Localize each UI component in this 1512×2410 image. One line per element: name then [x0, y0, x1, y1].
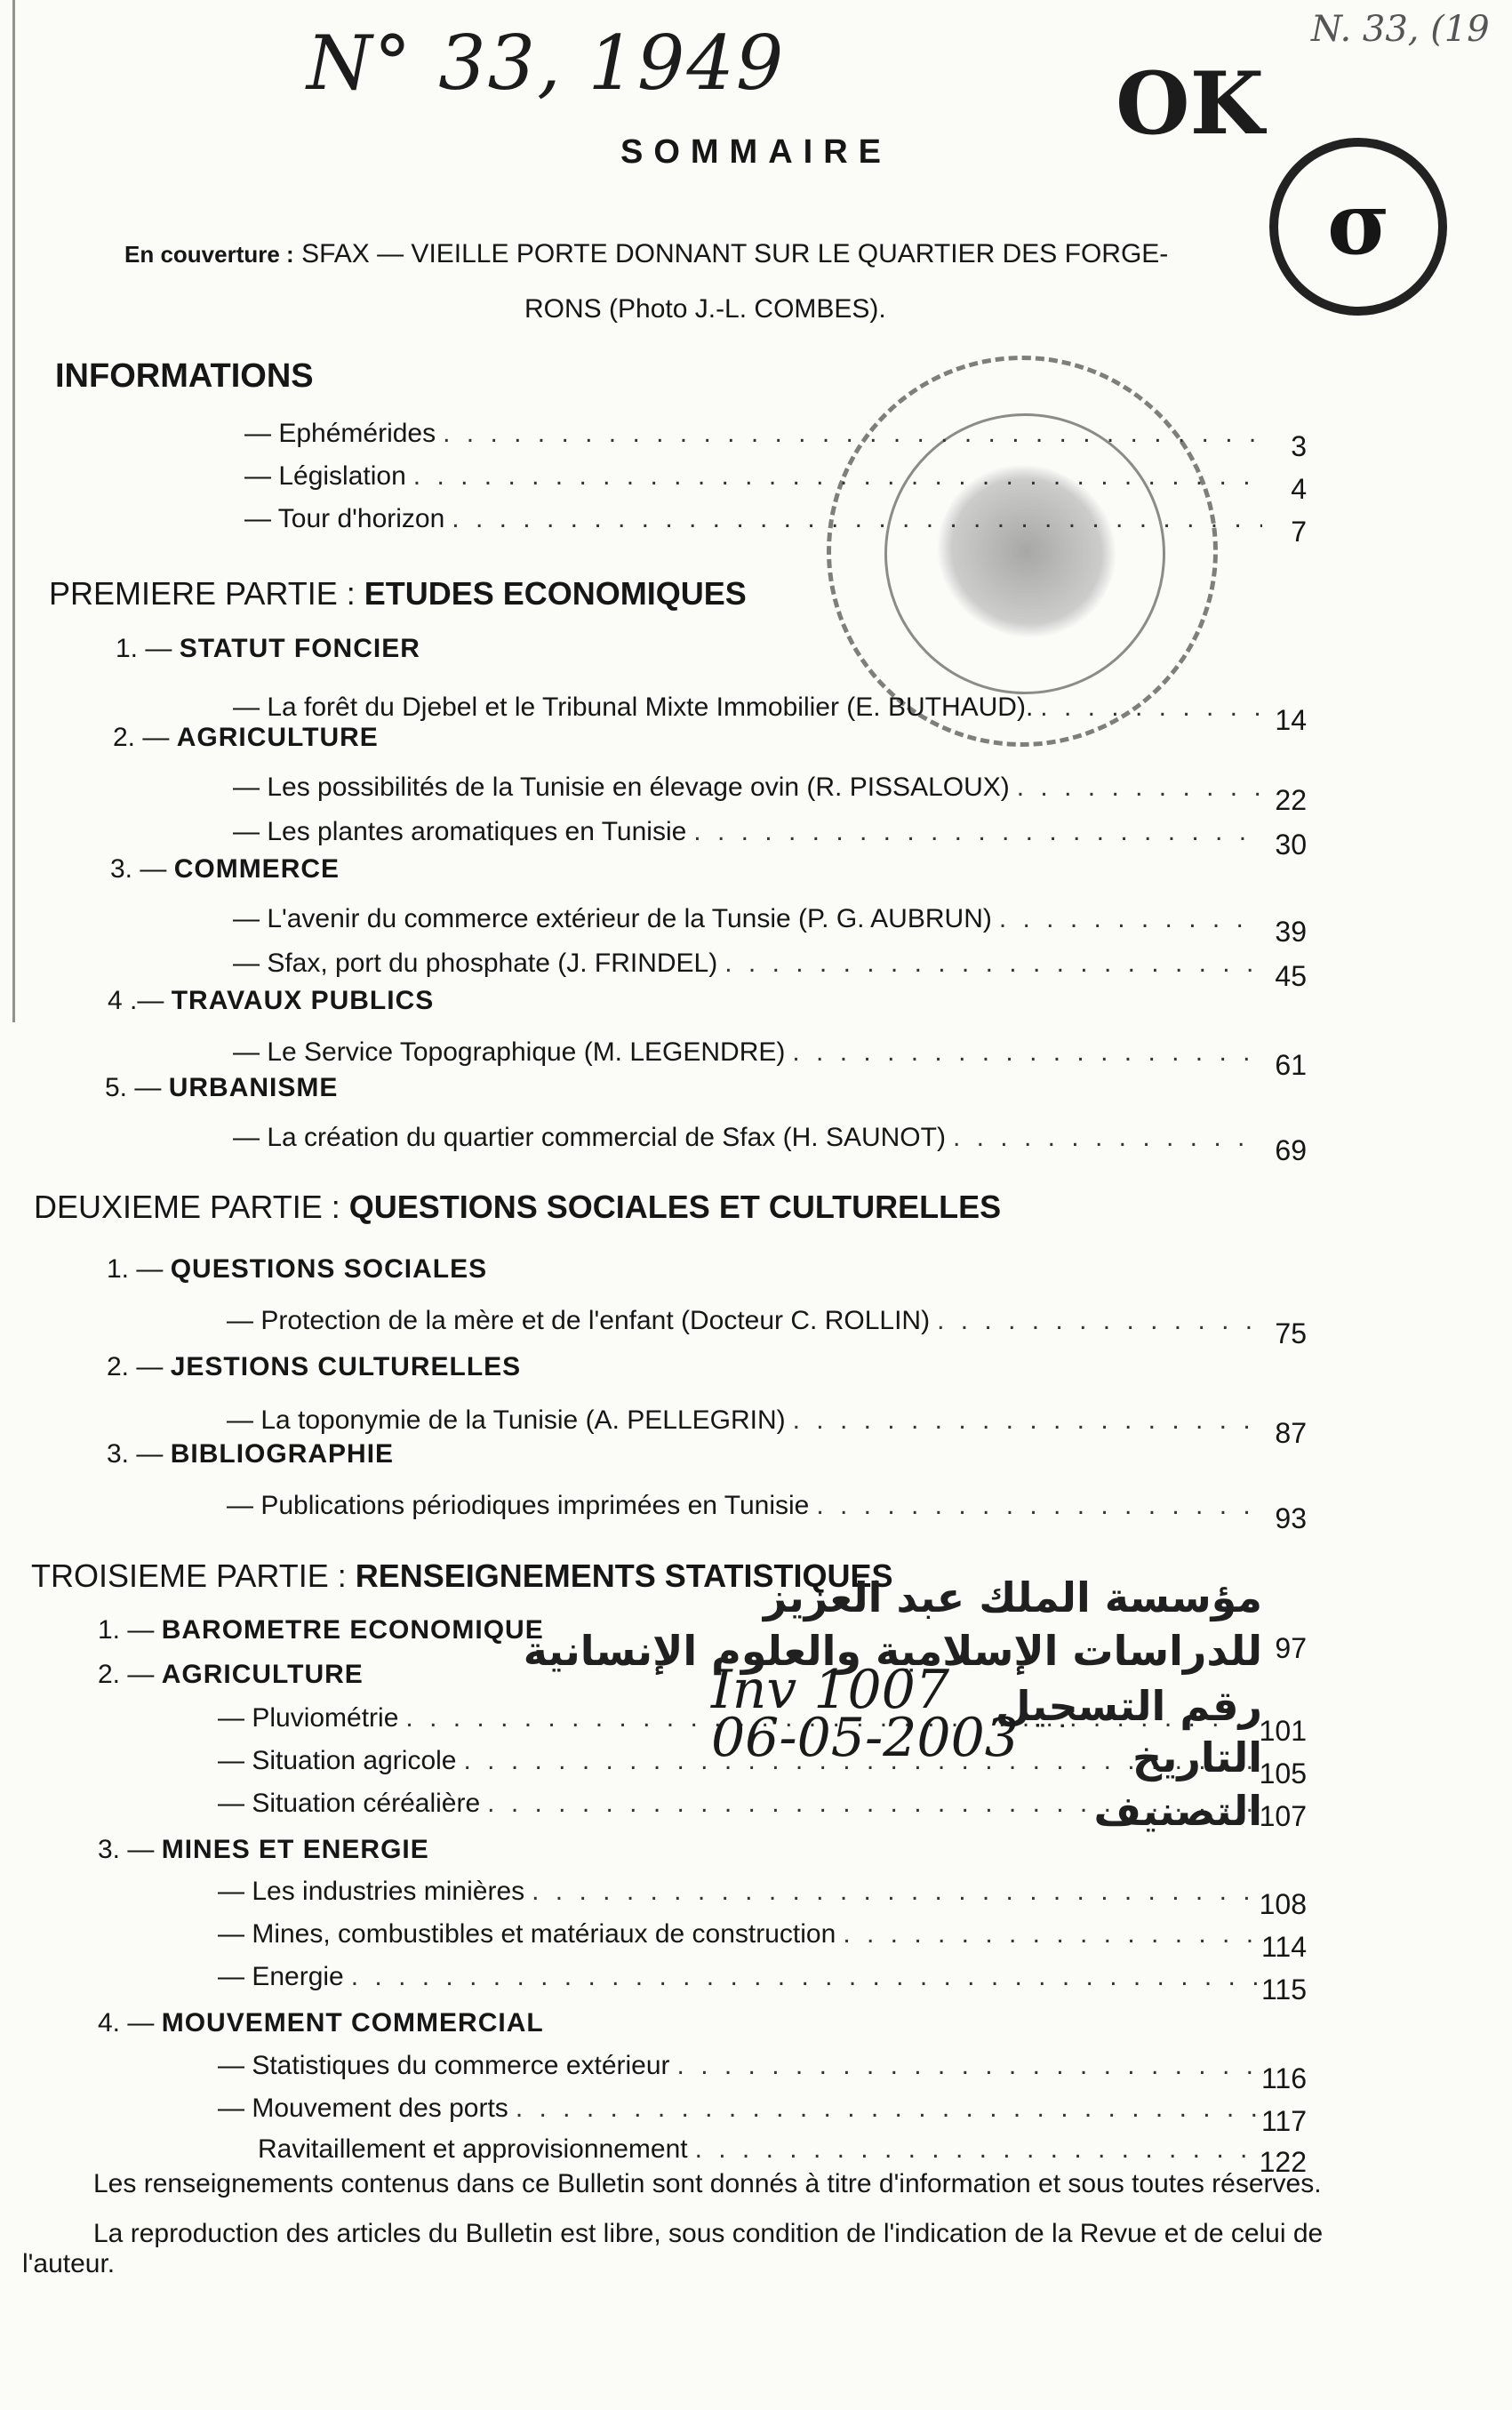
toc-entry-page: 30	[1275, 829, 1307, 861]
toc-entry	[233, 772, 1262, 804]
section-heading	[116, 633, 420, 665]
section-heading-title: JESTIONS CULTURELLES	[170, 1352, 522, 1381]
section-heading	[107, 1438, 394, 1470]
section-heading	[98, 1834, 429, 1866]
stamp-arabic-line2: للدراسات الإسلامية والعلوم الإنسانية	[523, 1627, 1262, 1675]
toc-entry-label: — La toponymie de la Tunisie (A. PELLEGRIN)	[227, 1405, 786, 1435]
toc-entry-label: — Législation	[244, 461, 406, 491]
toc-entry	[227, 1405, 1262, 1437]
toc-entry-page: 75	[1275, 1317, 1307, 1349]
toc-entry-page: 93	[1275, 1502, 1307, 1534]
toc-entry-page: 87	[1275, 1417, 1307, 1449]
part3-heading-title: RENSEIGNEMENTS STATISTIQUES	[355, 1557, 893, 1594]
handwritten-corner-note: N. 33, (19	[1311, 9, 1490, 50]
section-heading	[108, 985, 434, 1017]
section-heading-title: BAROMETRE ECONOMIQUE	[161, 1615, 544, 1645]
leader-dots	[717, 948, 1262, 980]
leader-dots	[1033, 692, 1262, 724]
leader-dots	[1010, 772, 1262, 804]
leader-dots	[809, 1490, 1262, 1522]
section-heading-number: 2. —	[113, 723, 170, 752]
section-heading-title: URBANISME	[168, 1073, 339, 1102]
toc-entry-page: 122	[1259, 2146, 1307, 2178]
toc-entry-label: — La création du quartier commercial de Sfax (H. SAUNOT)	[233, 1123, 946, 1152]
toc-entry-page: 7	[1291, 516, 1307, 548]
toc-entry-label: — La forêt du Djebel et le Tribunal Mixte Immobilier (E. BUTHAUD).	[233, 693, 1034, 722]
handwritten-ok: OK	[1116, 53, 1265, 154]
toc-entry-label: — Situation agricole	[218, 1746, 457, 1775]
section-heading-title: MOUVEMENT COMMERCIAL	[161, 2008, 544, 2038]
toc-entry	[233, 1122, 1262, 1154]
section-heading-title: TRAVAUX PUBLICS	[171, 986, 435, 1015]
leader-dots	[992, 903, 1262, 935]
page-title: SOMMAIRE	[620, 133, 892, 171]
toc-entry-page: 39	[1275, 916, 1307, 948]
toc-entry-page: 45	[1275, 960, 1307, 992]
footnote: La reproduction des articles du Bulletin est libre, sous condition de l'indication de la Revue et de celui de l'auteur.	[22, 2219, 1324, 2278]
toc-entry	[244, 503, 1262, 535]
toc-entry	[233, 948, 1262, 980]
section-heading-title: MINES ET ENERGIE	[161, 1835, 429, 1864]
stamp-inventory-label: رقم التسجيل	[995, 1682, 1262, 1730]
leader-dots	[686, 816, 1262, 848]
section-heading-number: 1. —	[116, 634, 172, 663]
section-heading-number: 3. —	[98, 1835, 155, 1864]
section-heading-number: 1. —	[98, 1615, 155, 1645]
section-heading-number: 3. —	[107, 1439, 164, 1469]
toc-entry-label: — Mines, combustibles et matériaux de construction	[218, 1919, 836, 1949]
leader-dots	[786, 1405, 1262, 1437]
toc-entry	[244, 460, 1262, 492]
stamp-inventory-value: Inv 1007	[711, 1659, 950, 1721]
leader-dots	[508, 2093, 1262, 2125]
leader-dots	[524, 1876, 1262, 1908]
toc-entry-page: 105	[1259, 1757, 1307, 1789]
section-heading-number: 5. —	[105, 1073, 162, 1102]
toc-entry	[227, 1305, 1262, 1337]
section-heading-number: 1. —	[107, 1254, 164, 1284]
stamp-arabic-line1: مؤسسة الملك عبد العزيز	[763, 1573, 1262, 1621]
part1-heading	[49, 575, 747, 612]
leader-dots	[946, 1122, 1262, 1154]
part2-heading-prefix: DEUXIEME PARTIE :	[34, 1189, 340, 1225]
cover-text-line2: RONS (Photo J.-L. COMBES).	[524, 294, 886, 324]
toc-entry-label: — Situation céréalière	[218, 1789, 481, 1818]
toc-entry	[258, 2134, 1262, 2166]
circled-letter-stamp: σ	[1269, 138, 1447, 316]
toc-entry	[218, 1961, 1262, 1993]
handwritten-issue-number: N° 33, 1949	[307, 20, 786, 107]
toc-entry	[218, 2093, 1262, 2125]
toc-entry-label: — Les possibilités de la Tunisie en élevage ovin (R. PISSALOUX)	[233, 773, 1010, 802]
section-heading	[105, 1072, 338, 1104]
toc-entry-page: 61	[1275, 1049, 1307, 1081]
toc-entry	[218, 2050, 1262, 2082]
toc-entry-page: 114	[1260, 1931, 1307, 1963]
toc-entry-page: 115	[1260, 1974, 1307, 2006]
part1-heading-prefix: PREMIERE PARTIE :	[49, 575, 356, 612]
toc-entry-page: 14	[1275, 704, 1307, 736]
part2-heading	[34, 1191, 1001, 1223]
toc-entry-label: — Tour d'horizon	[244, 504, 445, 533]
section-heading	[98, 1614, 544, 1646]
section-heading-title: COMMERCE	[173, 854, 340, 884]
toc-entry	[233, 1037, 1262, 1069]
toc-entry-page: 116	[1260, 2062, 1307, 2094]
cover-text-line1: SFAX — VIEILLE PORTE DONNANT SUR LE QUARTIER DES FORGE-	[301, 239, 1169, 268]
section-heading-title: AGRICULTURE	[176, 723, 379, 752]
section-heading-number: 4 .—	[108, 986, 164, 1015]
leader-dots	[444, 503, 1262, 535]
toc-entry-label: — Publications périodiques imprimées en Tunisie	[227, 1491, 810, 1520]
section-heading	[110, 853, 340, 885]
part1-heading-title: ETUDES ECONOMIQUES	[364, 575, 747, 612]
leader-dots	[836, 1918, 1262, 1950]
leader-dots	[785, 1037, 1262, 1069]
toc-entry-page: 3	[1291, 430, 1307, 462]
toc-entry	[227, 1490, 1262, 1522]
toc-entry-page: 4	[1291, 473, 1307, 505]
toc-entry	[233, 903, 1262, 935]
leader-dots	[436, 418, 1262, 450]
toc-entry-label: — Protection de la mère et de l'enfant (Docteur C. ROLLIN)	[227, 1306, 931, 1335]
toc-entry	[218, 1876, 1262, 1908]
toc-entry-label: — Mouvement des ports	[218, 2094, 508, 2123]
toc-entry-label: — Pluviométrie	[218, 1703, 399, 1733]
library-registration-stamp	[523, 1573, 1262, 1858]
toc-entry-label: — Energie	[218, 1962, 344, 1991]
section-heading	[98, 2007, 544, 2039]
leader-dots	[406, 460, 1262, 492]
cover-caption	[124, 227, 1168, 337]
toc-entry-page: 69	[1275, 1134, 1307, 1166]
leader-dots	[344, 1961, 1262, 1993]
toc-entry-page: 107	[1259, 1800, 1307, 1832]
stamp-date-label: التاريخ	[1132, 1733, 1262, 1781]
section-heading-number: 2. —	[107, 1352, 164, 1381]
part3-heading-prefix: TROISIEME PARTIE :	[31, 1557, 347, 1594]
section-heading-title: QUESTIONS SOCIALES	[170, 1254, 488, 1284]
section-heading-title: BIBLIOGRAPHIE	[170, 1439, 395, 1469]
toc-entry	[218, 1918, 1262, 1950]
section-heading	[98, 1659, 364, 1691]
toc-entry-label: — Les plantes aromatiques en Tunisie	[233, 817, 687, 846]
toc-entry-page: 22	[1275, 784, 1307, 816]
toc-entry	[233, 816, 1262, 848]
part2-heading-title: QUESTIONS SOCIALES ET CULTURELLES	[348, 1189, 1002, 1225]
toc-entry-label: — L'avenir du commerce extérieur de la Tunsie (P. G. AUBRUN)	[233, 904, 992, 933]
section-heading-number: 2. —	[98, 1660, 155, 1689]
toc-entry-page: 101	[1259, 1715, 1307, 1747]
section-page: 97	[1275, 1632, 1307, 1664]
leader-dots	[688, 2134, 1262, 2166]
footnotes	[22, 2169, 1356, 2299]
leader-dots	[670, 2050, 1262, 2082]
library-seal	[827, 356, 1218, 747]
section-heading	[107, 1253, 487, 1285]
section-heading-number: 3. —	[110, 854, 167, 884]
toc-entry	[233, 692, 1262, 724]
stamp-classification-label: التصنيف	[1093, 1787, 1262, 1835]
informations-heading: INFORMATIONS	[55, 357, 314, 395]
footnote: Les renseignements contenus dans ce Bulletin sont donnés à titre d'information et sous toutes réserves.	[93, 2169, 1322, 2198]
toc-entry-label: — Sfax, port du phosphate (J. FRINDEL)	[233, 949, 718, 978]
stamp-date-value: 06-05-2003	[711, 1707, 1019, 1769]
toc-entry	[244, 418, 1262, 450]
toc-entry-label: — Statistiques du commerce extérieur	[218, 2051, 670, 2080]
toc-entry-page: 108	[1259, 1888, 1307, 1920]
section-heading-title: AGRICULTURE	[161, 1660, 364, 1689]
section-heading	[113, 722, 379, 754]
toc-entry-label: — Ephémérides	[244, 419, 436, 448]
section-heading-title: STATUT FONCIER	[179, 634, 420, 663]
cover-label: En couverture :	[124, 241, 294, 268]
toc-entry-label: — Les industries minières	[218, 1877, 525, 1906]
leader-dots	[930, 1305, 1262, 1337]
toc-entry-label: Ravitaillement et approvisionnement	[258, 2134, 688, 2164]
toc-entry-page: 117	[1260, 2105, 1307, 2137]
section-heading-number: 4. —	[98, 2008, 155, 2038]
toc-entry-label: — Le Service Topographique (M. LEGENDRE)	[233, 1037, 786, 1067]
section-heading	[107, 1351, 521, 1383]
